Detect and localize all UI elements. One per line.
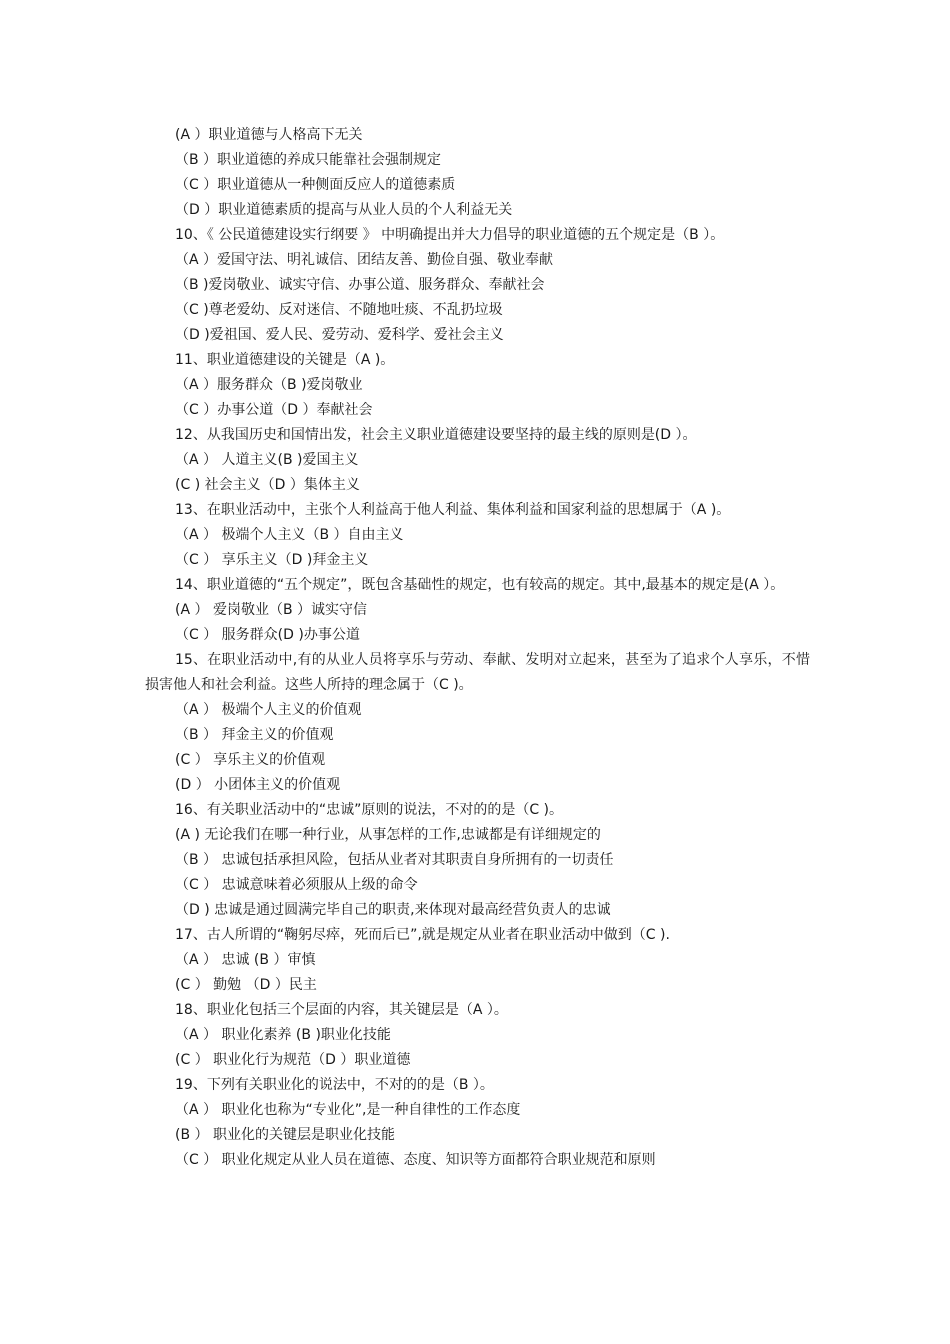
answer-option: (A ） 爱岗敬业（B ）诚实守信	[175, 602, 367, 618]
answer-option: (C ） 职业化行为规范（D ）职业道德	[175, 1052, 411, 1068]
question-text: 16、有关职业活动中的“忠诚”原则的说法，不对的的是（C )。	[175, 802, 564, 818]
answer-option: （D ) 忠诚是通过圆满完毕自己的职责,来体现对最高经营负责人的忠诚	[175, 902, 611, 918]
question-text: 18、职业化包括三个层面的内容，其关键层是（A ）。	[175, 1002, 508, 1018]
answer-option: （A ）爱国守法、明礼诚信、团结友善、勤俭自强、敬业奉献	[175, 252, 554, 268]
question-text: 17、古人所谓的“鞠躬尽瘁，死而后已”,就是规定从业者在职业活动中做到（C ).	[175, 927, 670, 943]
answer-option: （D )爱祖国、爱人民、爱劳动、爱科学、爱社会主义	[175, 327, 504, 343]
document-body	[145, 123, 810, 1173]
answer-option: （A ） 职业化素养 (B )职业化技能	[175, 1027, 391, 1043]
answer-option: (D ） 小团体主义的价值观	[175, 777, 341, 793]
answer-option: (A ）职业道德与人格高下无关	[175, 127, 363, 143]
answer-option: （B ） 拜金主义的价值观	[175, 727, 334, 743]
answer-option: （C ）办事公道（D ）奉献社会	[175, 402, 373, 418]
question-text: 11、职业道德建设的关键是（A )。	[175, 352, 395, 368]
answer-option: （D ）职业道德素质的提高与从业人员的个人利益无关	[175, 202, 513, 218]
answer-option: （A ）服务群众（B )爱岗敬业	[175, 377, 363, 393]
answer-option: （B ）职业道德的养成只能靠社会强制规定	[175, 152, 442, 168]
answer-option: （A ） 忠诚 (B ）审慎	[175, 952, 316, 968]
answer-option: （B )爱岗敬业、诚实守信、办事公道、服务群众、奉献社会	[175, 277, 545, 293]
question-text: 12、从我国历史和国情出发，社会主义职业道德建设要坚持的最主线的原则是(D ）。	[175, 427, 697, 443]
answer-option: （A ） 人道主义(B )爱国主义	[175, 452, 359, 468]
answer-option: （C ） 享乐主义（D )拜金主义	[175, 552, 369, 568]
answer-option: （C ） 职业化规定从业人员在道德、态度、知识等方面都符合职业规范和原则	[175, 1152, 656, 1168]
answer-option: (C ） 享乐主义的价值观	[175, 752, 326, 768]
answer-option: （A ） 职业化也称为“专业化”,是一种自律性的工作态度	[175, 1102, 521, 1118]
answer-option: (C ） 勤勉 （D ）民主	[175, 977, 317, 993]
question-text: 10、《 公民道德建设实行纲要 》 中明确提出并大力倡导的职业道德的五个规定是（B ）。	[175, 227, 725, 243]
question-text: 15、在职业活动中,有的从业人员将享乐与劳动、奉献、发明对立起来，甚至为了追求个人享乐，不惜损害他人和社会利益。这些人所持的理念属于（C )。	[145, 652, 810, 693]
answer-option: （C )尊老爱幼、反对迷信、不随地吐痰、不乱扔垃圾	[175, 302, 503, 318]
answer-option: (B ） 职业化的关键层是职业化技能	[175, 1127, 395, 1143]
answer-option: （A ） 极端个人主义（B ）自由主义	[175, 527, 404, 543]
question-text: 19、下列有关职业化的说法中，不对的的是（B ）。	[175, 1077, 494, 1093]
question-text: 13、在职业活动中，主张个人利益高于他人利益、集体利益和国家利益的思想属于（A )。	[175, 502, 731, 518]
answer-option: （C ） 服务群众(D )办事公道	[175, 627, 360, 643]
answer-option: （A ） 极端个人主义的价值观	[175, 702, 362, 718]
answer-option: （C ） 忠诚意味着必须服从上级的命令	[175, 877, 418, 893]
answer-option: (C ) 社会主义（D ）集体主义	[175, 477, 360, 493]
answer-option: (A ) 无论我们在哪一种行业，从事怎样的工作,忠诚都是有详细规定的	[175, 827, 601, 843]
answer-option: （C ）职业道德从一种侧面反应人的道德素质	[175, 177, 456, 193]
answer-option: （B ） 忠诚包括承担风险，包括从业者对其职责自身所拥有的一切责任	[175, 852, 614, 868]
question-text: 14、职业道德的“五个规定”，既包含基础性的规定，也有较高的规定。其中,最基本的规定是(A ）。	[175, 577, 785, 593]
